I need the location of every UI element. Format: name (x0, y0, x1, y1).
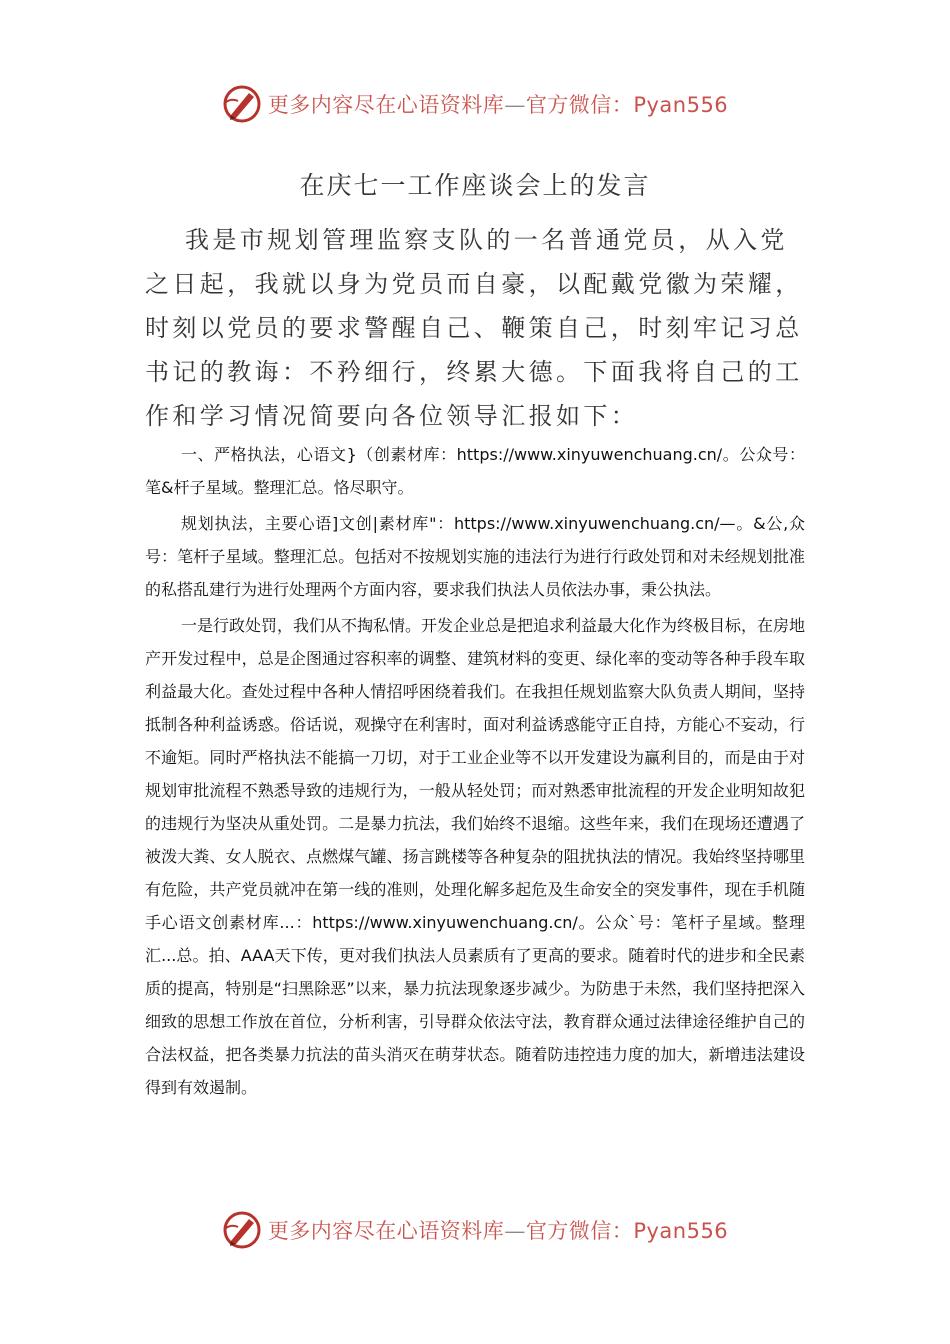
header-banner (0, 82, 950, 126)
pen-logo-icon (222, 84, 262, 124)
paragraph: 规划执法，主要心语]文创|素材库"：https://www.xinyuwenchuang.cn/—。&公,众号：笔杆子星域。整理汇总。包括对不按规划实施的违法行为进行行政处罚和对未经规划批准的私搭乱建行为进行处理两个方面内容，要求我们执法人员依法办事，秉公执法。 (145, 514, 805, 599)
page-title: 在庆七一工作座谈会上的发言 (299, 171, 651, 200)
body-text (145, 438, 805, 1107)
paragraph: 一、严格执法，心语文}（创素材库：https://www.xinyuwenchuang.cn/。公众号：笔&杆子星域。整理汇总。恪尽职守。 (145, 445, 805, 497)
footer-banner (0, 1208, 950, 1252)
lead-paragraph: 我是市规划管理监察支队的一名普通党员，从入党之日起，我就以身为党员而自豪，以配戴党徽为荣耀，时刻以党员的要求警醒自己、鞭策自己，时刻牢记习总书记的教诲：不矜细行，终累大德。下面我将自己的工作和学习情况简要向各位领导汇报如下： (145, 226, 803, 430)
paragraph: 一是行政处罚，我们从不掏私情。开发企业总是把追求利益最大化作为终极目标，在房地产开发过程中，总是企图通过容积率的调整、建筑材料的变更、绿化率的变动等各种手段车取利益最大化。查处过程中各种人情招呼困绕着我们。在我担任规划监察大队负责人期间，坚持抵制各种利益诱惑。俗话说，观操守在利害时，面对利益诱惑能守正自持，方能心不妄动，行不逾矩。同时严格执法不能搞一刀切，对于工业企业等不以开发建设为赢利目的，而是由于对规划审批流程不熟悉导致的违规行为，一般从轻处罚；而对熟悉审批流程的开发企业明知故犯的违规行为坚决从重处罚。二是暴力抗法，我们始终不退缩。这些年来，我们在现场还遭遇了被泼大粪、女人脱衣、点燃煤气罐、扬言跳楼等各种复杂的阻扰执法的情况。我始终坚持哪里有危险，共产党员就冲在第一线的准则，处理化解多起危及生命安全的突发事件，现在手机随手心语文创素材库...：https://www.xinyuwenchuang.cn/。公众`号：笔杆子星域。整理汇...总。拍、AAA天下传，更对我们执法人员素质有了更高的要求。随着时代的进步和全民素质的提高，特别是“扫黑除恶”以来，暴力抗法现象逐步减少。为防患于未然，我们坚持把深入细致的思想工作放在首位，分析利害，引导群众依法守法，教育群众通过法律途径维护自己的合法权益，把各类暴力抗法的苗头消灭在萌芽状态。随着防违控违力度的加大，新增违法建设得到有效遏制。 (145, 616, 806, 1097)
banner-text: 更多内容尽在心语资料库—官方微信：Pyan556 (267, 93, 729, 117)
pen-logo-icon (222, 1210, 262, 1250)
banner-text: 更多内容尽在心语资料库—官方微信：Pyan556 (267, 1219, 729, 1243)
